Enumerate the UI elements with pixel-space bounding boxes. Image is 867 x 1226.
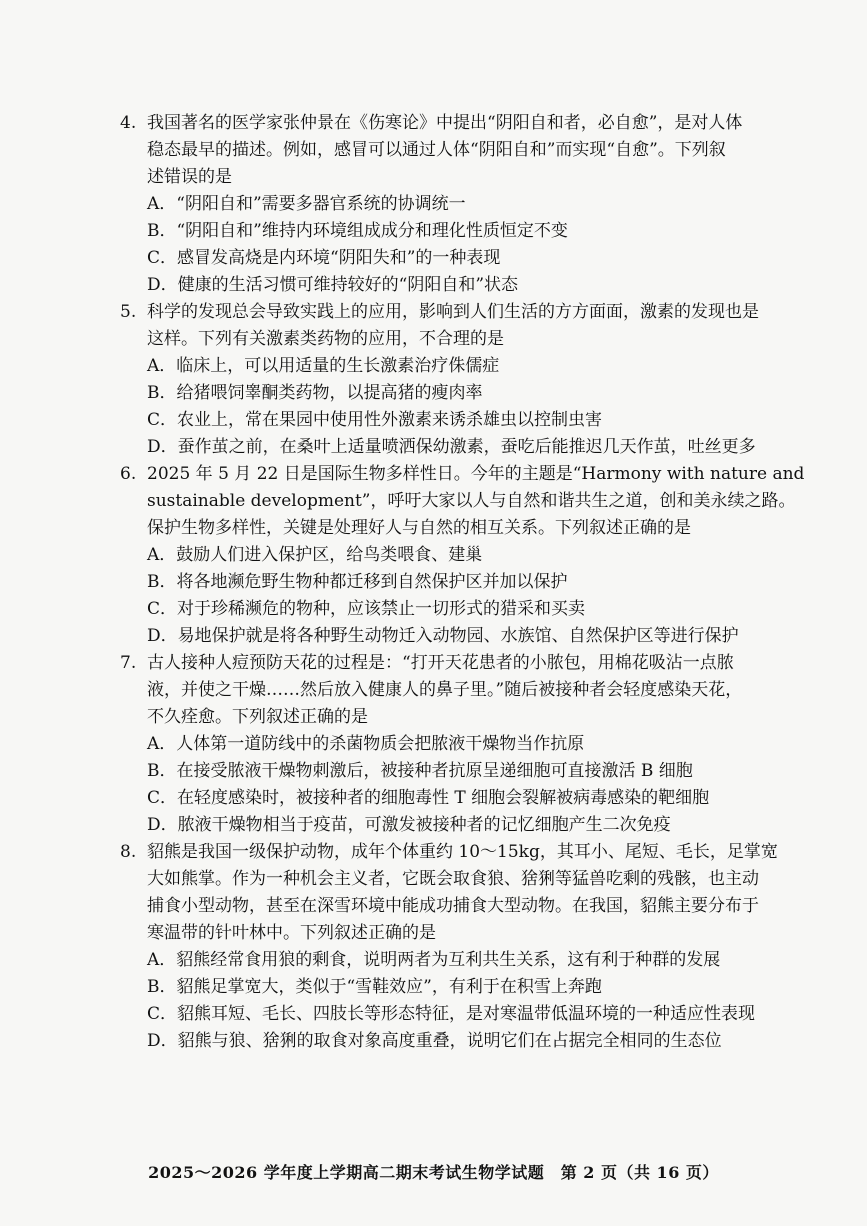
answer-option: C．在轻度感染时，被接种者的细胞毒性 T 细胞会裂解被病毒感染的靶细胞 bbox=[147, 788, 710, 808]
question-number: 5. bbox=[120, 302, 137, 322]
answer-option: D．易地保护就是将各种野生动物迁入动物园、水族馆、自然保护区等进行保护 bbox=[147, 626, 739, 646]
question-stem-line bbox=[120, 515, 760, 542]
question-stem-text: 述错误的是 bbox=[147, 167, 232, 187]
question-stem-text: 貂熊是我国一级保护动物，成年个体重约 10～15kg，其耳小、尾短、毛长，足掌宽 bbox=[147, 842, 778, 862]
answer-option: B．貂熊足掌宽大，类似于“雪鞋效应”，有利于在积雪上奔跑 bbox=[147, 977, 602, 997]
question-5 bbox=[120, 299, 760, 461]
answer-option: B．“阴阳自和”维持内环境组成成分和理化性质恒定不变 bbox=[147, 221, 568, 241]
question-stem-line bbox=[120, 488, 796, 515]
question-list bbox=[120, 110, 805, 1055]
question-stem-text: 保护生物多样性，关键是处理好人与自然的相互关系。下列叙述正确的是 bbox=[147, 518, 691, 538]
answer-option: D．脓液干燥物相当于疫苗，可激发被接种者的记忆细胞产生二次免疫 bbox=[147, 815, 671, 835]
answer-option: B．将各地濒危野生物种都迁移到自然保护区并加以保护 bbox=[147, 572, 568, 592]
answer-option: C．感冒发高烧是内环境“阴阳失和”的一种表现 bbox=[147, 248, 501, 268]
question-stem-line bbox=[120, 461, 805, 488]
answer-option: A．鼓励人们进入保护区，给鸟类喂食、建巢 bbox=[147, 545, 483, 565]
question-7 bbox=[120, 650, 760, 839]
question-8 bbox=[120, 839, 778, 1055]
question-stem-line bbox=[120, 866, 760, 893]
answer-option: D．蚕作茧之前，在桑叶上适量喷洒保幼激素，蚕吃后能推迟几天作茧，吐丝更多 bbox=[147, 437, 756, 457]
question-stem-text: sustainable development”，呼吁大家以人与自然和谐共生之道，创和美永续之路。 bbox=[147, 491, 796, 511]
question-4 bbox=[120, 110, 760, 299]
answer-option: C．对于珍稀濒危的物种，应该禁止一切形式的猎采和买卖 bbox=[147, 599, 586, 619]
question-number: 8. bbox=[120, 842, 137, 862]
answer-option: A．“阴阳自和”需要多器官系统的协调统一 bbox=[147, 194, 466, 214]
answer-option: A．临床上，可以用适量的生长激素治疗侏儒症 bbox=[147, 356, 500, 376]
answer-option: A．貂熊经常食用狼的剩食，说明两者为互利共生关系，这有利于种群的发展 bbox=[147, 950, 721, 970]
question-stem-text: 古人接种人痘预防天花的过程是：“打开天花患者的小脓包，用棉花吸沾一点脓 bbox=[147, 653, 734, 673]
question-number: 4. bbox=[120, 113, 137, 133]
question-number: 6. bbox=[120, 464, 137, 484]
answer-option: B．给猪喂饲睾酮类药物，以提高猪的瘦肉率 bbox=[147, 383, 483, 403]
question-stem-line bbox=[120, 299, 760, 326]
question-stem-line bbox=[120, 326, 760, 353]
answer-option: D．健康的生活习惯可维持较好的“阴阳自和”状态 bbox=[147, 275, 519, 295]
question-stem-line bbox=[120, 893, 760, 920]
question-stem-text: 寒温带的针叶林中。下列叙述正确的是 bbox=[147, 923, 436, 943]
answer-option: A．人体第一道防线中的杀菌物质会把脓液干燥物当作抗原 bbox=[147, 734, 585, 754]
question-stem-text: 我国著名的医学家张仲景在《伤寒论》中提出“阴阳自和者，必自愈”，是对人体 bbox=[147, 113, 743, 133]
question-stem-line bbox=[120, 677, 760, 704]
question-stem-line bbox=[120, 164, 760, 191]
question-stem-text: 这样。下列有关激素类药物的应用，不合理的是 bbox=[147, 329, 504, 349]
question-stem-text: 不久痊愈。下列叙述正确的是 bbox=[147, 707, 368, 727]
question-stem-line bbox=[120, 920, 760, 947]
question-stem-text: 大如熊掌。作为一种机会主义者，它既会取食狼、猞猁等猛兽吃剩的残骸，也主动 bbox=[147, 869, 759, 889]
answer-option: D．貂熊与狼、猞猁的取食对象高度重叠，说明它们在占据完全相同的生态位 bbox=[147, 1031, 722, 1051]
question-stem-text: 捕食小型动物，甚至在深雪环境中能成功捕食大型动物。在我国，貂熊主要分布于 bbox=[147, 896, 759, 916]
answer-option: C．农业上，常在果园中使用性外激素来诱杀雄虫以控制虫害 bbox=[147, 410, 603, 430]
question-stem-line bbox=[120, 650, 760, 677]
question-stem-text: 液，并使之干燥……然后放入健康人的鼻子里。”随后被接种者会轻度感染天花， bbox=[147, 680, 743, 700]
page-footer: 2025～2026 学年度上学期高二期末考试生物学试题 第 2 页（共 16 页） bbox=[148, 1163, 719, 1182]
question-stem-line bbox=[120, 137, 760, 164]
answer-option: C．貂熊耳短、毛长、四肢长等形态特征，是对寒温带低温环境的一种适应性表现 bbox=[147, 1004, 756, 1024]
answer-option: B．在接受脓液干燥物刺激后，被接种者抗原呈递细胞可直接激活 B 细胞 bbox=[147, 761, 693, 781]
question-stem-text: 2025 年 5 月 22 日是国际生物多样性日。今年的主题是“Harmony with nature and bbox=[147, 464, 805, 484]
question-stem-line bbox=[120, 704, 760, 731]
question-stem-line bbox=[120, 839, 778, 866]
question-number: 7. bbox=[120, 653, 137, 673]
question-stem-line bbox=[120, 110, 760, 137]
question-stem-text: 科学的发现总会导致实践上的应用，影响到人们生活的方方面面，激素的发现也是 bbox=[147, 302, 759, 322]
question-stem-text: 稳态最早的描述。例如，感冒可以通过人体“阴阳自和”而实现“自愈”。下列叙 bbox=[147, 140, 726, 160]
question-6 bbox=[120, 461, 805, 650]
